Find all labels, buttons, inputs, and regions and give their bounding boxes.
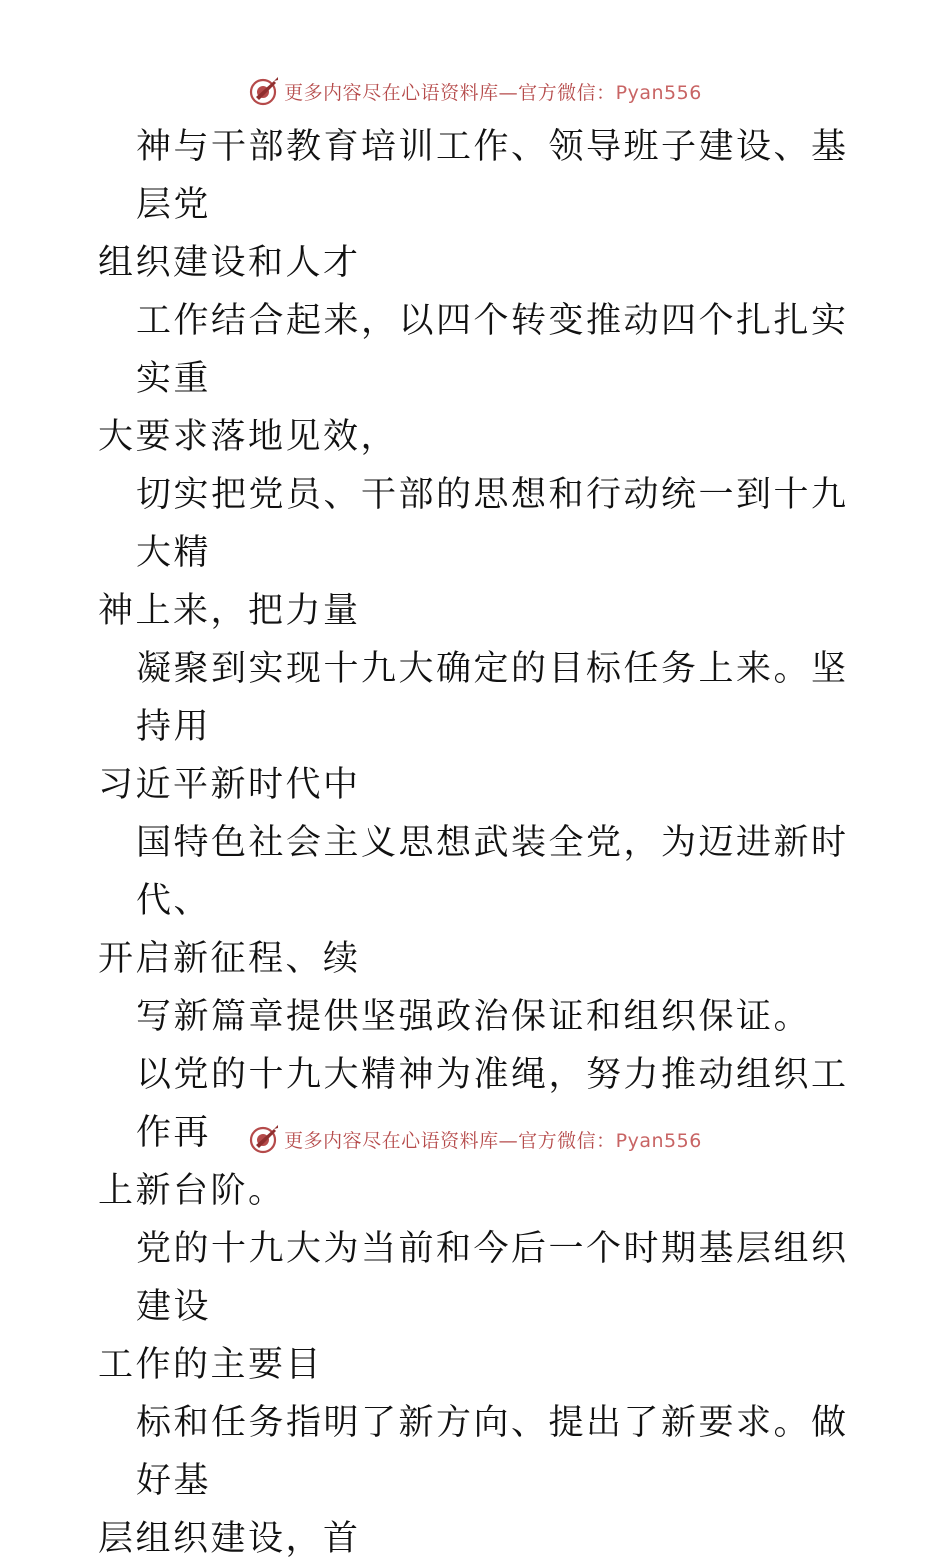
paragraph-line: 标和任务指明了新方向、提出了新要求。做好基: [136, 1403, 849, 1501]
paragraph: [98, 1394, 858, 1568]
paragraph-line: 层组织建设，首: [98, 1519, 361, 1559]
paragraph-line: 以党的十九大精神为准绳，努力推动组织工作再: [136, 1055, 849, 1153]
paragraph: [98, 466, 858, 640]
header-banner-text: 更多内容尽在心语资料库—官方微信：Pyan556: [284, 81, 702, 104]
paragraph: [98, 640, 858, 814]
header-banner: [0, 74, 950, 108]
header-banner-handle: Pyan556: [615, 81, 702, 104]
paragraph-line: 党的十九大为当前和今后一个时期基层组织建设: [136, 1229, 849, 1327]
paragraph-line: 开启新征程、续: [98, 939, 361, 979]
paragraph: [98, 814, 858, 988]
paragraph-line: 凝聚到实现十九大确定的目标任务上来。坚持用: [136, 649, 849, 747]
paragraph: [98, 292, 858, 466]
footer-banner-text: 更多内容尽在心语资料库—官方微信：Pyan556: [284, 1129, 702, 1152]
paragraph-line: 上新台阶。: [98, 1171, 286, 1211]
paragraph-line: 神与干部教育培训工作、领导班子建设、基层党: [136, 127, 849, 225]
footer-banner: [0, 1122, 950, 1156]
paragraph-line: 切实把党员、干部的思想和行动统一到十九大精: [136, 475, 849, 573]
footer-banner-handle: Pyan556: [615, 1129, 702, 1152]
paragraph: [98, 988, 858, 1046]
paragraph-line: 国特色社会主义思想武装全党，为迈进新时代、: [136, 823, 849, 921]
quill-seal-icon: [248, 75, 280, 107]
paragraph-line: 组织建设和人才: [98, 243, 361, 283]
paragraph: [98, 1220, 858, 1394]
paragraph: [98, 118, 858, 292]
paragraph-line: 写新篇章提供坚强政治保证和组织保证。: [136, 997, 812, 1037]
paragraph-line: 工作结合起来，以四个转变推动四个扎扎实实重: [136, 301, 849, 399]
paragraph-line: 大要求落地见效，: [98, 417, 399, 457]
document-body: [98, 118, 858, 1568]
quill-seal-icon: [248, 1123, 280, 1155]
paragraph-line: 习近平新时代中: [98, 765, 361, 805]
paragraph-line: 工作的主要目: [98, 1345, 324, 1385]
paragraph-line: 神上来，把力量: [98, 591, 361, 631]
